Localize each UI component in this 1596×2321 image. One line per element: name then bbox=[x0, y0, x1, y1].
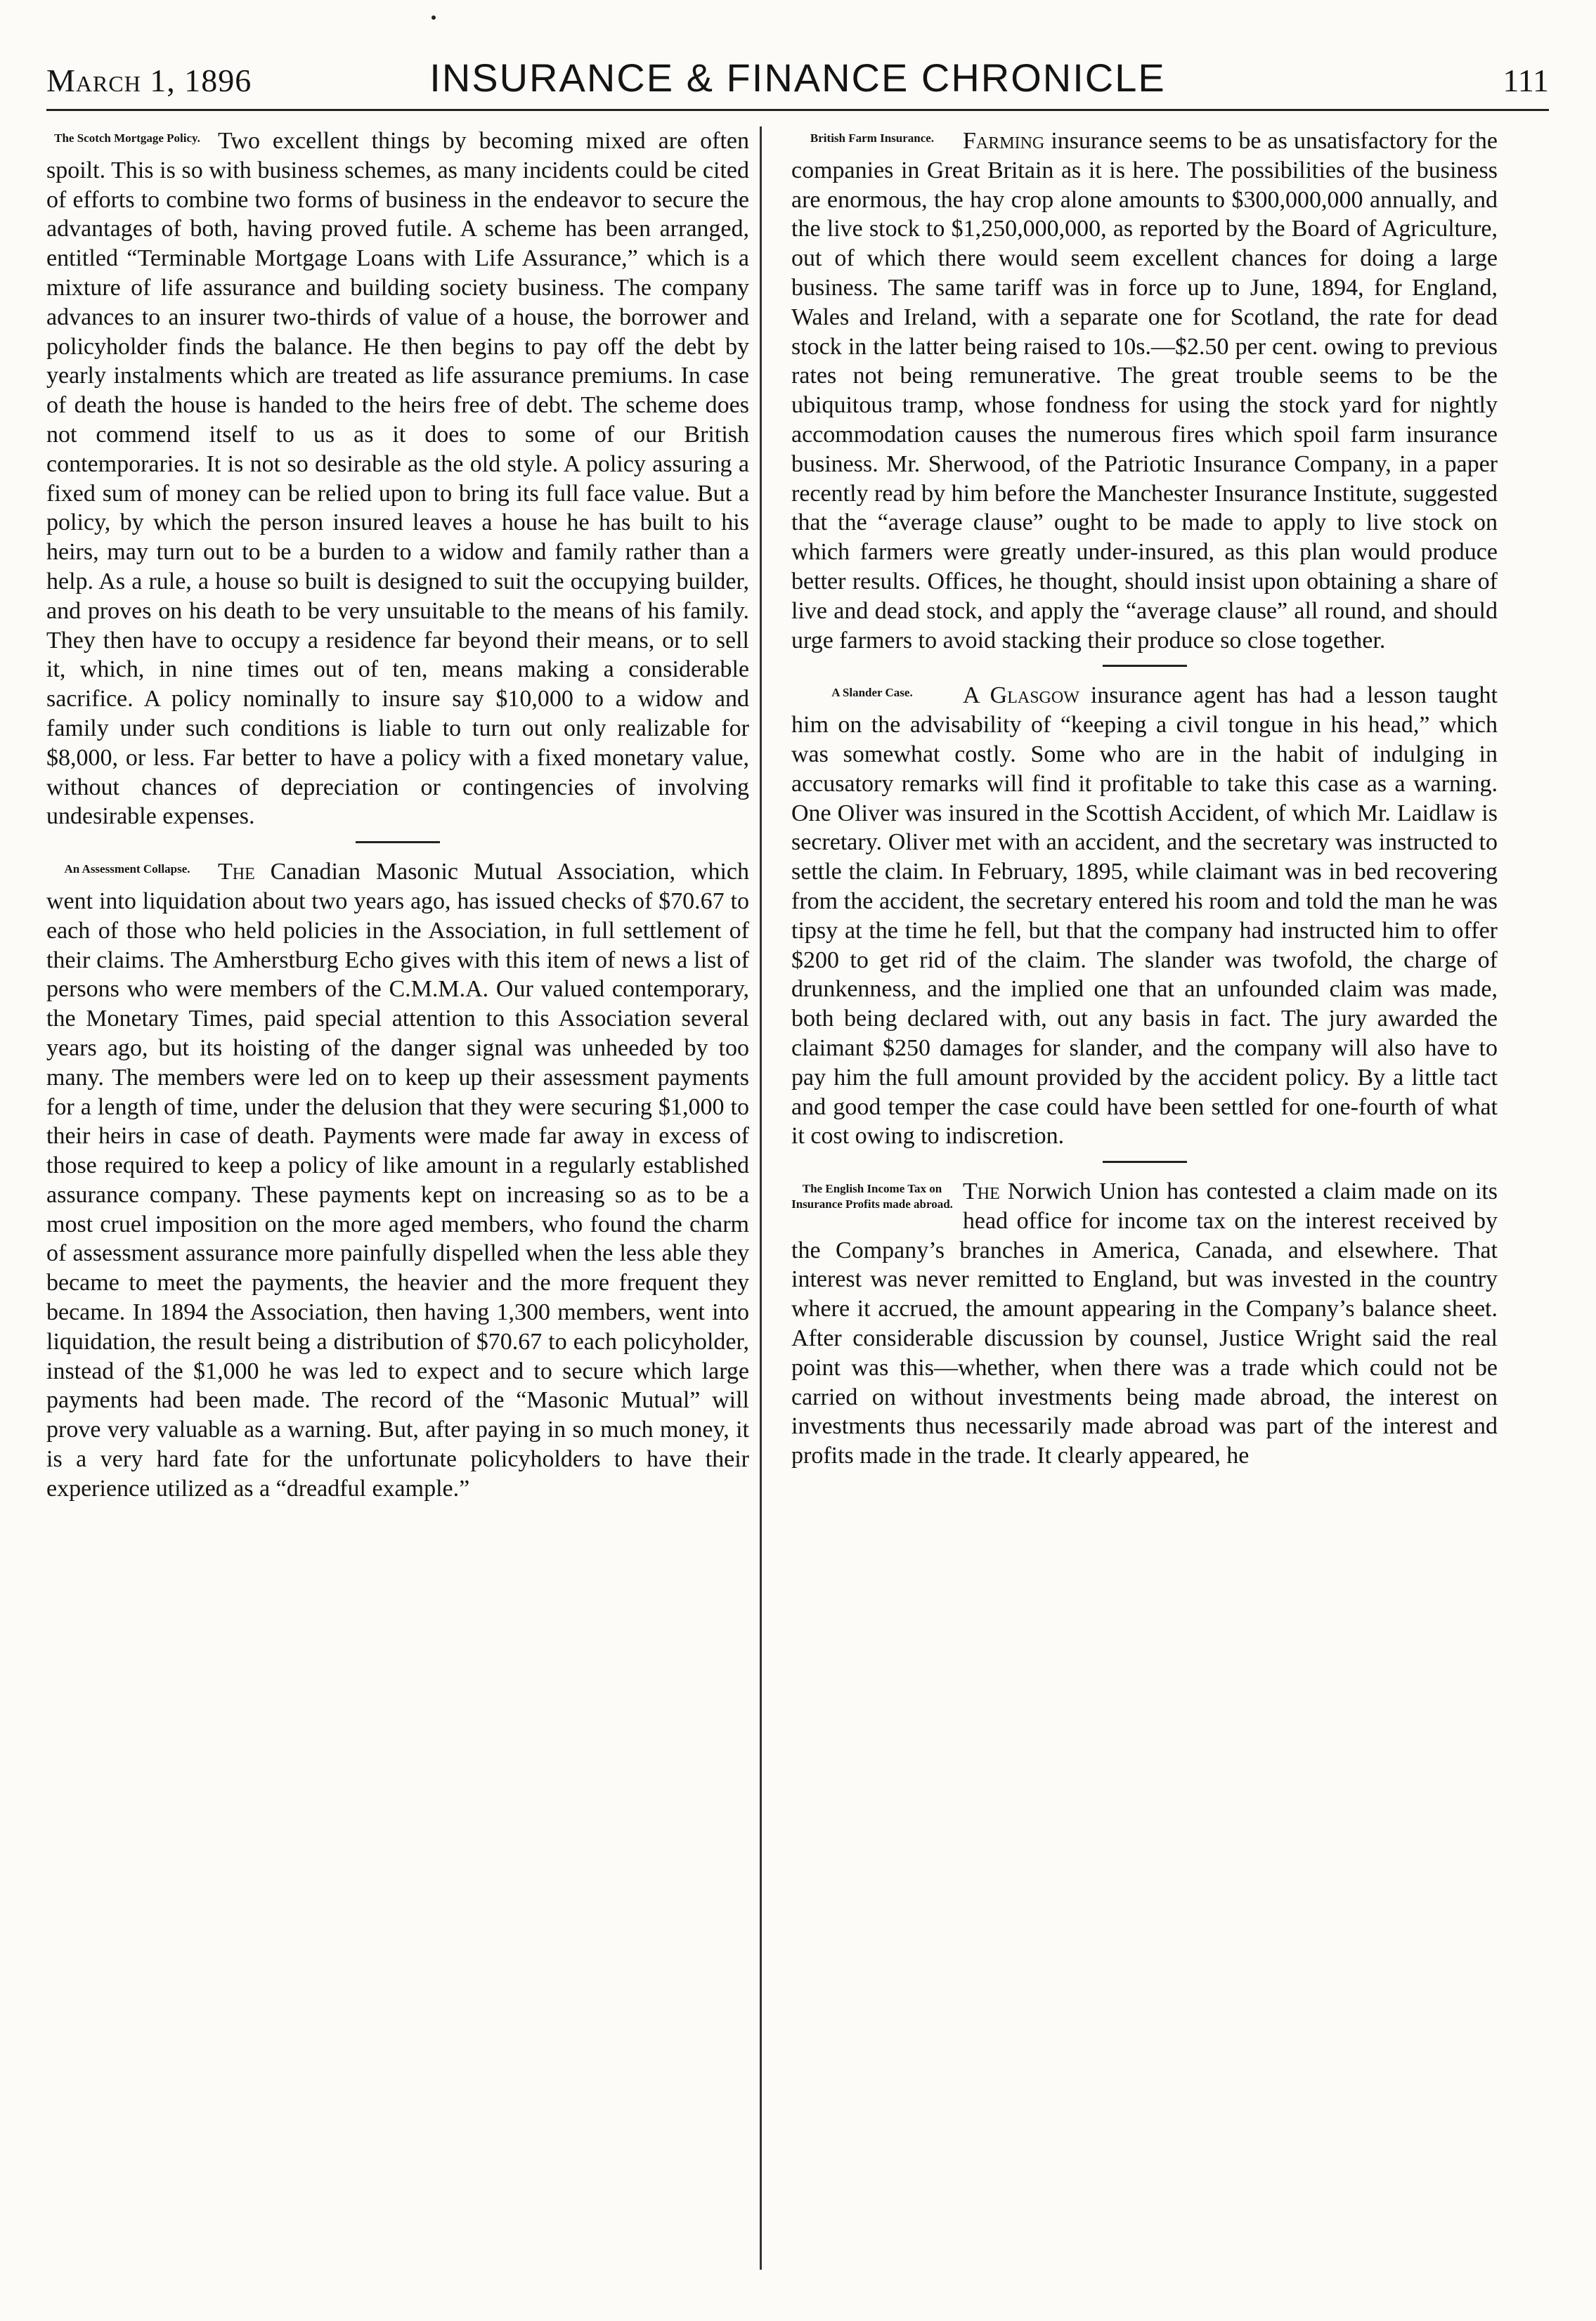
lead-word: The bbox=[963, 1178, 1000, 1205]
article-scotch-mortgage bbox=[46, 126, 749, 831]
page-number: 111 bbox=[1503, 63, 1549, 98]
page-header bbox=[46, 55, 1549, 104]
left-column bbox=[46, 126, 749, 2291]
article-english-income-tax bbox=[791, 1177, 1498, 1471]
article-separator bbox=[1103, 1161, 1187, 1163]
side-heading: The Scotch Mortgage Policy. bbox=[54, 131, 200, 145]
article-text: insurance seems to be as unsatisfactory for the companies in Great Britain as it is here. The possibilities of the business are enormous, the hay crop alone amounts to $300,000,000 annually, and the live stock to $1,250,000,000, as reported by the Board of Agriculture, out of which there would seem excellent chances for doing a large business. The same tariff was in force up to June, 1894, for England, Wales and Ireland, with a separate one for Scotland, the rate for dead stock in the latter being raised to 10s.—$2.50 per cent. owing to previous rates not being remunerative. The great trouble seems to be the ubiquitous tramp, whose fondness for using the stock yard for nightly accommodation causes the numerous fires which spoil farm insurance business. Mr. Sherwood, of the Patriotic Insurance Company, in a paper recently read by him before the Manchester Insurance Institute, suggested that the “average clause” ought to be made to apply to live stock on which farmers were greatly under-insured, as this plan would produce better results. Offices, he thought, should insist upon obtaining a share of live and dead stock, and apply the “average clause” all round, and should urge farmers to avoid stacking their produce so close together. bbox=[791, 128, 1498, 654]
lead-word: The bbox=[218, 859, 255, 885]
article-british-farm bbox=[791, 126, 1498, 655]
journal-title: INSURANCE & FINANCE CHRONICLE bbox=[429, 56, 1166, 100]
side-heading: A Slander Case. bbox=[831, 686, 913, 700]
article-separator bbox=[1103, 665, 1187, 667]
right-column bbox=[791, 126, 1498, 2291]
header-rule bbox=[46, 109, 1549, 111]
lead-word: A Glasgow bbox=[963, 682, 1079, 709]
issue-date: March 1, 1896 bbox=[46, 63, 252, 98]
article-text: Two excellent things by becoming mixed are often spoilt. This is so with business schemes, as many incidents could be cited of efforts to combine two forms of business in the endeavor to secure the advantages of both, having proved futile. A scheme has been arranged, entitled “Terminable Mortgage Loans with Life Assurance,” which is a mixture of life assurance and building society business. The company advances to an insurer two-thirds of value of a house, the borrower and policyholder finds the balance. He then begins to pay off the debt by yearly instalments which are treated as life assurance premiums. In case of death the house is handed to the heirs free of debt. The scheme does not commend itself to us as it does to some of our British contemporaries. It is not so desirable as the old style. A policy assuring a fixed sum of money can be relied upon to bring its full face value. But a policy, by which the person insured leaves a house he has built to his heirs, may turn out to be a burden to a widow and family rather than a help. As a rule, a house so built is designed to suit the occupying builder, and proves on his death to be very unsuitable to the means of his family. They then have to occupy a residence far beyond their means, or to sell it, which, in nine times out of ten, means making a considerable sacrifice. A policy nominally to insure say $10,000 to a widow and family under such conditions is liable to turn out only realizable for $8,000, or less. Far better to have a policy with a fixed monetary value, without chances of depreciation or contingencies of involving undesirable expenses. bbox=[46, 128, 749, 830]
side-heading: The English Income Tax on Insurance Profits made abroad. bbox=[791, 1182, 953, 1211]
article-slander-case bbox=[791, 681, 1498, 1151]
side-heading: British Farm Insurance. bbox=[810, 131, 935, 145]
article-assessment-collapse bbox=[46, 857, 749, 1504]
article-text: insurance agent has had a lesson taught him on the advisability of “keeping a civil tongue in his head,” which was somewhat costly. Some who are in the habit of indulging in accusatory remarks will find it profitable to take this case as a warning. One Oliver was insured in the Scottish Accident, of which Mr. Laidlaw is secretary. Oliver met with an accident, and the secretary was instructed to settle the claim. In February, 1895, while claimant was in bed recovering from the accident, the secretary entered his room and told the man he was tipsy at the time he fell, but that the company had instructed him to offer $200 to get rid of the claim. The slander was twofold, the charge of drunkenness, and the implied one that an unfounded claim was made, both being declared with, out any basis in fact. The jury awarded the claimant $250 damages for slander, and the company will also have to pay him the full amount provided by the accident policy. By a little tact and good temper the case could have been settled for one-fourth of what it cost owing to indiscretion. bbox=[791, 682, 1498, 1150]
page-speck bbox=[432, 15, 436, 20]
column-divider bbox=[760, 126, 762, 2270]
article-text: Norwich Union has contested a claim made on its head office for income tax on the interest received by the Company’s branches in America, Canada, and elsewhere. That interest was never remitted to England, but was invested in the country where it accrued, the amount appearing in the Company’s balance sheet. After considerable discussion by counsel, Justice Wright said the real point was this—whether, when there was a trade which could not be carried on without investments being made abroad, the interest on investments thus necessarily made abroad was part of the interest and profits made in the trade. It clearly appeared, he bbox=[791, 1178, 1498, 1469]
side-heading: An Assessment Collapse. bbox=[64, 862, 190, 876]
article-text: Canadian Masonic Mutual Association, which went into liquidation about two years ago, has issued checks of $70.67 to each of those who held policies in the Association, in full settlement of their claims. The Amherstburg Echo gives with this item of news a list of persons who were members of the C.M.M.A. Our valued contemporary, the Monetary Times, paid special attention to this Association several years ago, but its hoisting of the danger signal was unheeded by too many. The members were led on to keep up their assessment payments for a length of time, under the delusion that they were securing $1,000 to their heirs in case of death. Payments were made far away in excess of those required to keep a policy of like amount in a regularly established assurance company. These payments kept on increasing so as to be a most cruel imposition on the more aged members, who found the charm of assessment assurance more painfully dispelled when the less able they became to meet the payments, the heavier and the more frequent they became. In 1894 the Association, then having 1,300 members, went into liquidation, the result being a distribution of $70.67 to each policyholder, instead of the $1,000 he was led to expect and to secure which large payments had been made. The record of the “Masonic Mutual” will prove very valuable as a warning. But, after paying in so much money, it is a very hard fate for the unfortunate policyholders to have their experience utilized as a “dreadful example.” bbox=[46, 859, 749, 1502]
article-separator bbox=[356, 841, 440, 843]
lead-word: Farming bbox=[963, 128, 1045, 154]
